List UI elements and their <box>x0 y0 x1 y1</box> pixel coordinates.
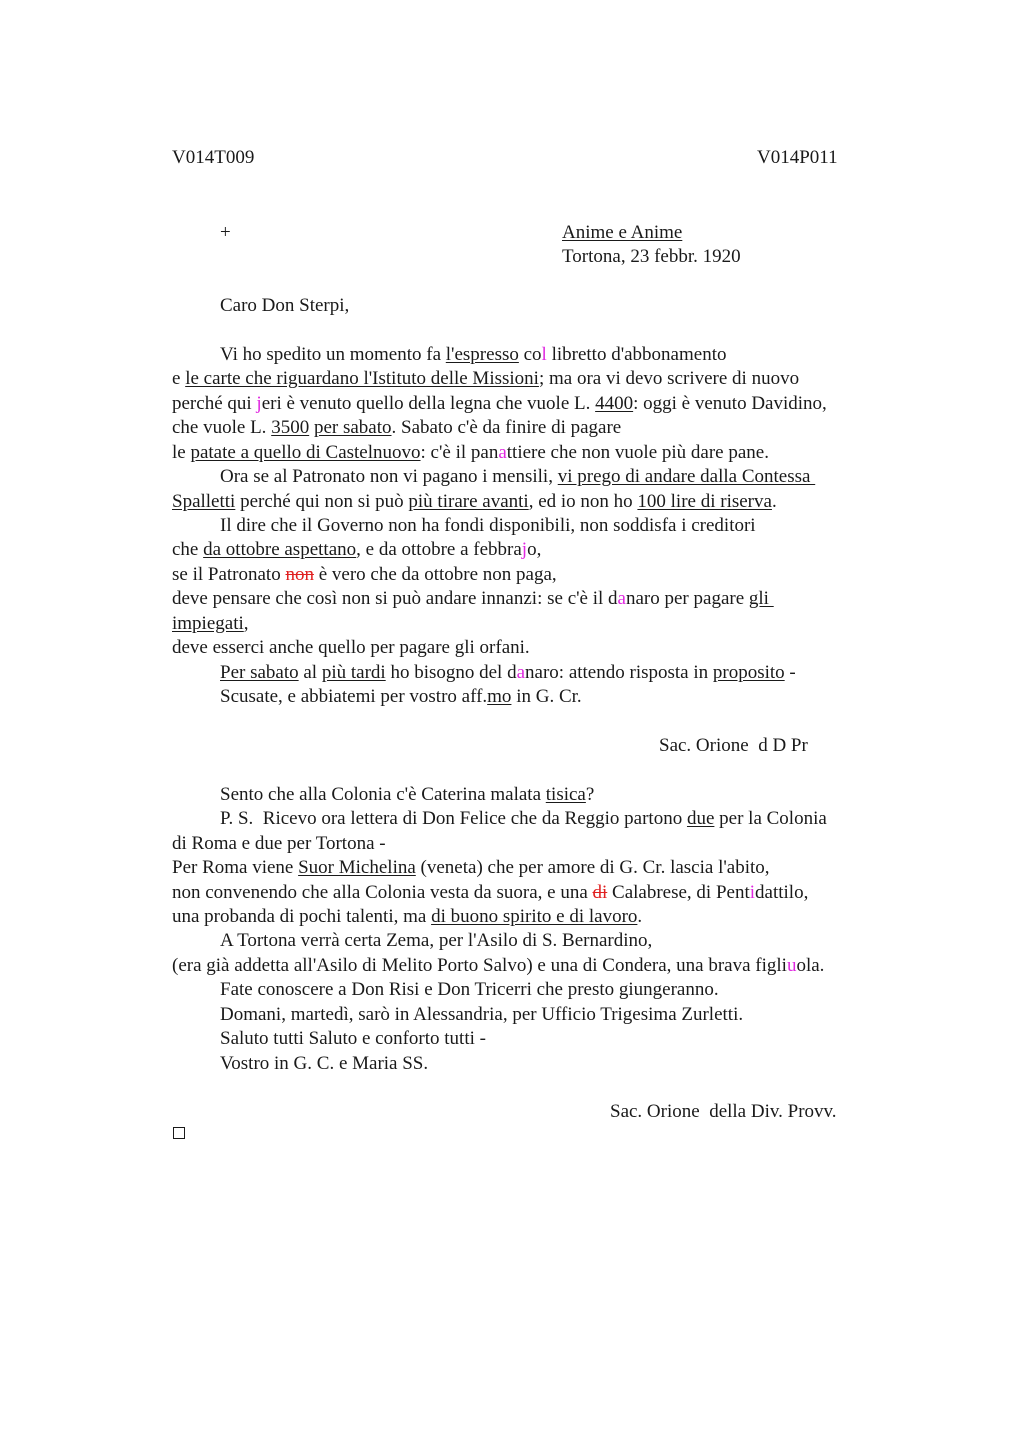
text-segment: naro: attendo risposta in <box>525 662 713 683</box>
text-segment: ttiere che non vuole più dare pane. <box>506 442 769 463</box>
highlighted-letter: a <box>617 588 626 609</box>
text-line <box>220 1027 486 1051</box>
text-line <box>172 392 827 416</box>
text-line <box>172 905 642 929</box>
text-segment: perché qui non si può <box>235 491 409 512</box>
highlighted-letter: j <box>521 539 528 560</box>
text-line <box>172 563 557 587</box>
text-segment: è vero che da ottobre non paga, <box>313 564 557 585</box>
underlined-text: vi prego di andare dalla Contessa <box>557 466 816 487</box>
underlined-text: 3500 <box>271 417 310 438</box>
struck-text: non <box>285 564 314 585</box>
text-segment: per la Colonia <box>714 808 827 829</box>
text-segment: : c'è il pan <box>420 442 499 463</box>
place-date: Tortona, 23 febbr. 1920 <box>562 246 741 267</box>
underlined-text: per sabato <box>313 417 392 438</box>
text-segment: ? <box>585 784 595 805</box>
text-segment: eri è venuto quello della legna che vuole L. <box>261 393 596 414</box>
text-segment: se il Patronato <box>172 564 286 585</box>
text-segment: che vuole L. <box>172 417 272 438</box>
highlighted-letter: a <box>498 442 507 463</box>
text-segment: di Roma e due per Tortona - <box>172 833 386 854</box>
text-line <box>220 685 582 709</box>
underlined-text: Suor Michelina <box>298 857 416 878</box>
text-line <box>172 441 769 465</box>
text-line <box>172 587 774 611</box>
header-right-code: V014P011 <box>757 147 838 168</box>
underlined-text: più tardi <box>321 662 386 683</box>
text-segment: Il dire che il Governo non ha fondi disponibili, non soddisfa i creditori <box>220 515 756 536</box>
cross-mark: + <box>220 222 231 243</box>
text-segment: - <box>784 662 796 683</box>
signature-second: Sac. Orione della Div. Provv. <box>610 1101 837 1122</box>
underlined-text: di buono spirito e di lavoro <box>431 906 638 927</box>
text-line <box>220 514 756 538</box>
text-segment: , ed io non ho <box>528 491 638 512</box>
text-line <box>172 490 777 514</box>
text-line <box>220 465 815 489</box>
underlined-text: 4400 <box>595 393 634 414</box>
text-line <box>172 832 386 856</box>
text-line <box>172 636 530 660</box>
text-segment: Calabrese, di Pent <box>607 882 750 903</box>
text-segment: le <box>172 442 191 463</box>
text-segment: una probanda di pochi talenti, ma <box>172 906 432 927</box>
text-segment: ola. <box>796 955 825 976</box>
text-line <box>220 929 652 953</box>
highlighted-letter: u <box>786 955 797 976</box>
text-segment: : oggi è venuto Davidino, <box>633 393 827 414</box>
signature-first: Sac. Orione d D Pr <box>659 735 808 756</box>
highlighted-letter: j <box>256 393 262 414</box>
text-line <box>172 881 808 905</box>
text-segment: in G. Cr. <box>511 686 582 707</box>
underlined-text: 100 lire di riserva <box>637 491 772 512</box>
underlined-text: patate a quello di Castelnuovo <box>190 442 421 463</box>
text-segment: (era già addetta all'Asilo di Melito Porto Salvo) e una di Condera, una brava figli <box>172 955 787 976</box>
text-line <box>220 783 594 807</box>
text-line <box>172 856 770 880</box>
text-segment: Scusate, e abbiatemi per vostro aff. <box>220 686 488 707</box>
text-segment: libretto d'abbonamento <box>546 344 727 365</box>
text-segment: dattilo, <box>755 882 809 903</box>
text-segment: deve esserci anche quello per pagare gli orfani. <box>172 637 530 658</box>
highlighted-letter: i <box>749 882 756 903</box>
underlined-text: gli <box>748 588 774 609</box>
highlighted-letter: a <box>516 662 526 683</box>
text-segment: Sento che alla Colonia c'è Caterina malata <box>220 784 546 805</box>
text-line <box>220 807 827 831</box>
text-segment: ; ma ora vi devo scrivere di nuovo <box>538 368 800 389</box>
text-segment: Saluto tutti Saluto e conforto tutti - <box>220 1028 486 1049</box>
underlined-text: mo <box>487 686 512 707</box>
underlined-text: le carte che riguardano l'Istituto delle Missioni <box>185 368 539 389</box>
text-segment: . Sabato c'è da finire di pagare <box>391 417 622 438</box>
underlined-text: da ottobre aspettano <box>203 539 357 560</box>
text-segment: Vi ho spedito un momento fa <box>220 344 446 365</box>
underlined-text: l'espresso <box>445 344 519 365</box>
text-segment: Vostro in G. C. e Maria SS. <box>220 1053 429 1074</box>
text-segment: A Tortona verrà certa Zema, per l'Asilo di S. Bernardino, <box>220 930 653 951</box>
text-line <box>172 954 824 978</box>
text-line <box>220 1052 428 1076</box>
text-segment: (veneta) che per amore di G. Cr. lascia l'abito, <box>415 857 770 878</box>
text-segment: deve pensare che così non si può andare innanzi: se c'è il d <box>172 588 618 609</box>
text-segment: che <box>172 539 204 560</box>
text-line <box>172 612 249 636</box>
text-line <box>220 343 726 367</box>
underlined-text: tisica <box>545 784 586 805</box>
header-left-code: V014T009 <box>172 147 255 168</box>
text-segment: non convenendo che alla Colonia vesta da suora, e una <box>172 882 593 903</box>
text-segment: P. S. Ricevo ora lettera di Don Felice che da Reggio partono <box>220 808 687 829</box>
underlined-text: proposito <box>712 662 785 683</box>
text-segment: Per Roma viene <box>172 857 299 878</box>
text-segment: o, <box>527 539 542 560</box>
text-line <box>172 416 621 440</box>
text-segment: . <box>771 491 777 512</box>
text-segment: , <box>243 613 249 634</box>
text-segment: e <box>172 368 186 389</box>
text-segment: Ora se al Patronato non vi pagano i mensili, <box>220 466 558 487</box>
highlighted-letter: l <box>541 344 547 365</box>
underlined-text: Per sabato <box>220 662 299 683</box>
salutation: Caro Don Sterpi, <box>220 295 350 316</box>
underlined-text: due <box>686 808 715 829</box>
empty-checkbox-icon <box>173 1127 185 1139</box>
text-segment: Domani, martedì, sarò in Alessandria, per Ufficio Trigesima Zurletti. <box>220 1004 744 1025</box>
text-segment: perché qui <box>172 393 257 414</box>
text-line <box>172 367 799 391</box>
text-line <box>220 661 796 685</box>
text-segment: naro per pagare <box>625 588 749 609</box>
text-segment: ho bisogno del d <box>385 662 517 683</box>
text-line <box>172 538 541 562</box>
underlined-text: più tirare avanti <box>408 491 529 512</box>
text-segment: . <box>637 906 643 927</box>
struck-text: di <box>592 882 608 903</box>
letter-heading: Anime e Anime <box>562 222 683 243</box>
text-segment: , e da ottobre a febbra <box>356 539 522 560</box>
text-segment: co <box>518 344 542 365</box>
text-line <box>220 1003 743 1027</box>
text-segment: Fate conoscere a Don Risi e Don Tricerri che presto giungeranno. <box>220 979 719 1000</box>
text-segment: al <box>298 662 322 683</box>
underlined-text: Spalletti <box>172 491 236 512</box>
text-line <box>220 978 719 1002</box>
underlined-text: impiegati <box>172 613 244 634</box>
